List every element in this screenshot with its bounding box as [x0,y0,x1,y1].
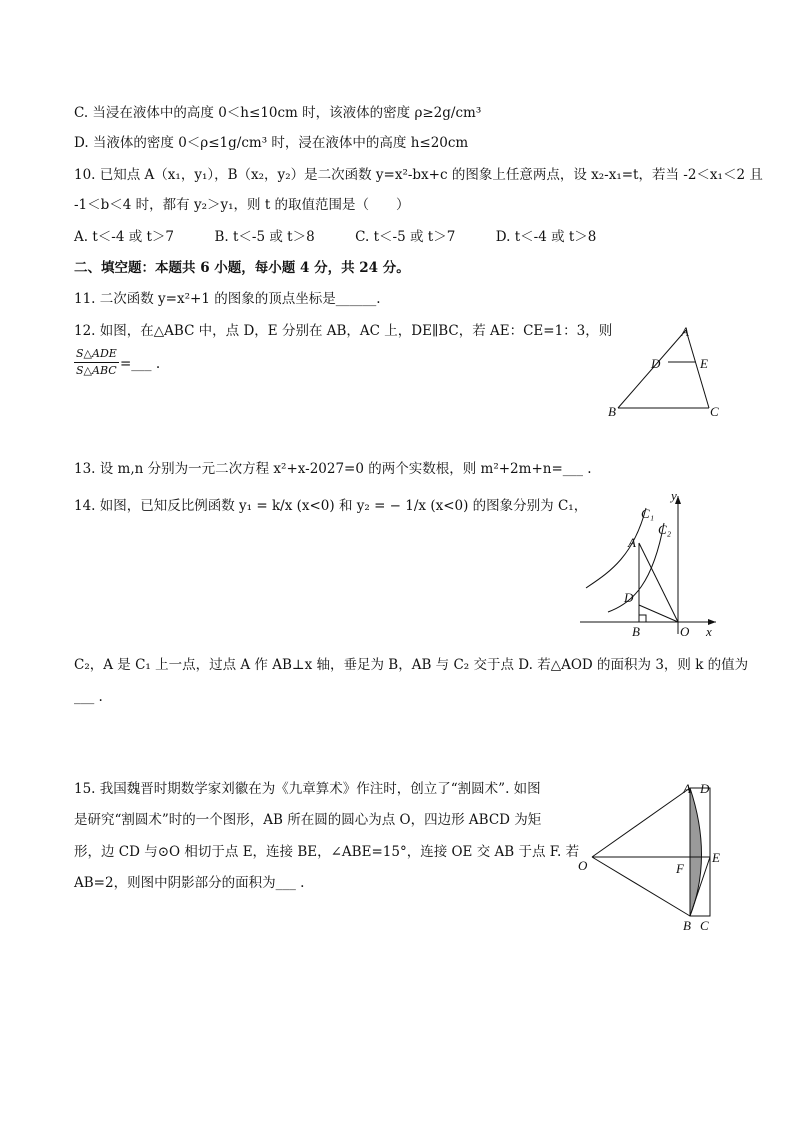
label-f: F [676,861,684,876]
option-d: D. 当液体的密度 0＜ρ≤1g/cm³ 时，浸在液体中的高度 h≤20cm [74,135,469,151]
triangle-figure [606,322,726,422]
label-c1: C₁ [641,506,655,521]
label-b: B [608,404,616,419]
label-b: B [632,624,640,639]
label-e: E [700,356,708,371]
label-d: D [700,781,710,796]
label-c: C [700,918,709,933]
label-c: C [710,404,719,419]
question-14-line1: 14. 如图，已知反比例函数 y₁ = k/x (x<0) 和 y₂ = − 1/x (x<0) 的图象分别为 C₁， [74,498,588,514]
fraction-numerator: S△ADE [74,347,119,363]
question-10-options: A. t＜-4 或 t＞7 B. t＜-5 或 t＞8 C. t＜-5 或 t＞7 D. t＜-4 或 t＞8 [74,229,597,245]
question-14-line3: ___ . [74,689,103,705]
question-12: 12. 如图，在△ABC 中，点 D，E 分别在 AB，AC 上，DE∥BC，若 AE：CE=1：3，则 [74,323,613,339]
question-15-line3: 形，边 CD 与⊙O 相切于点 E，连接 BE，∠ABE=15°，连接 OE 交 AB 于点 F. 若 [74,844,580,860]
question-11: 11. 二次函数 y=x²+1 的图象的顶点坐标是______. [74,291,381,307]
area-ratio-fraction [74,347,119,378]
label-a: A [681,324,689,339]
label-x-axis: x [706,624,712,639]
question-14-line2: C₂，A 是 C₁ 上一点，过点 A 作 AB⊥x 轴，垂足为 B，AB 与 C₂ 交于点 D. 若△AOD 的面积为 3，则 k 的值为 [74,657,749,673]
label-e: E [712,850,720,865]
question-13: 13. 设 m,n 分别为一元二次方程 x²+x-2027=0 的两个实数根，则 m²+2m+n=___ . [74,461,592,477]
label-b: B [683,918,691,933]
question-10-line2: -1＜b＜4 时，都有 y₂＞y₁，则 t 的取值范围是（ ） [74,197,410,213]
question-15-line2: 是研究“割圆术”时的一个图形，AB 所在圆的圆心为点 O，四边形 ABCD 为矩 [74,812,542,828]
question-15-line4: AB=2，则图中阴影部分的面积为___ . [74,875,305,891]
label-a: A [683,781,691,796]
question-10-line1: 10. 已知点 A（x₁，y₁），B（x₂，y₂）是二次函数 y=x²-bx+c 的图象上任意两点，设 x₂-x₁=t，若当 -2＜x₁＜2 且 [74,167,763,183]
label-d: D [624,590,634,605]
fraction-denominator: S△ABC [76,364,117,377]
label-d: D [651,356,661,371]
fraction-answer-blank: =___ . [120,356,161,372]
label-o: O [680,624,690,639]
section-heading: 二、填空题：本题共 6 小题，每小题 4 分，共 24 分。 [74,260,410,276]
circle-segment-figure [576,778,726,936]
label-c2: C₂ [658,522,672,537]
hyperbola-figure [578,488,728,640]
question-15-line1: 15. 我国魏晋时期数学家刘徽在为《九章算术》作注时，创立了“割圆术”. 如图 [74,781,541,797]
label-y-axis: y [671,488,677,503]
label-o: O [578,858,588,873]
option-c: C. 当浸在液体中的高度 0＜h≤10cm 时，该液体的密度 ρ≥2g/cm³ [74,105,482,121]
label-a: A [628,535,636,550]
